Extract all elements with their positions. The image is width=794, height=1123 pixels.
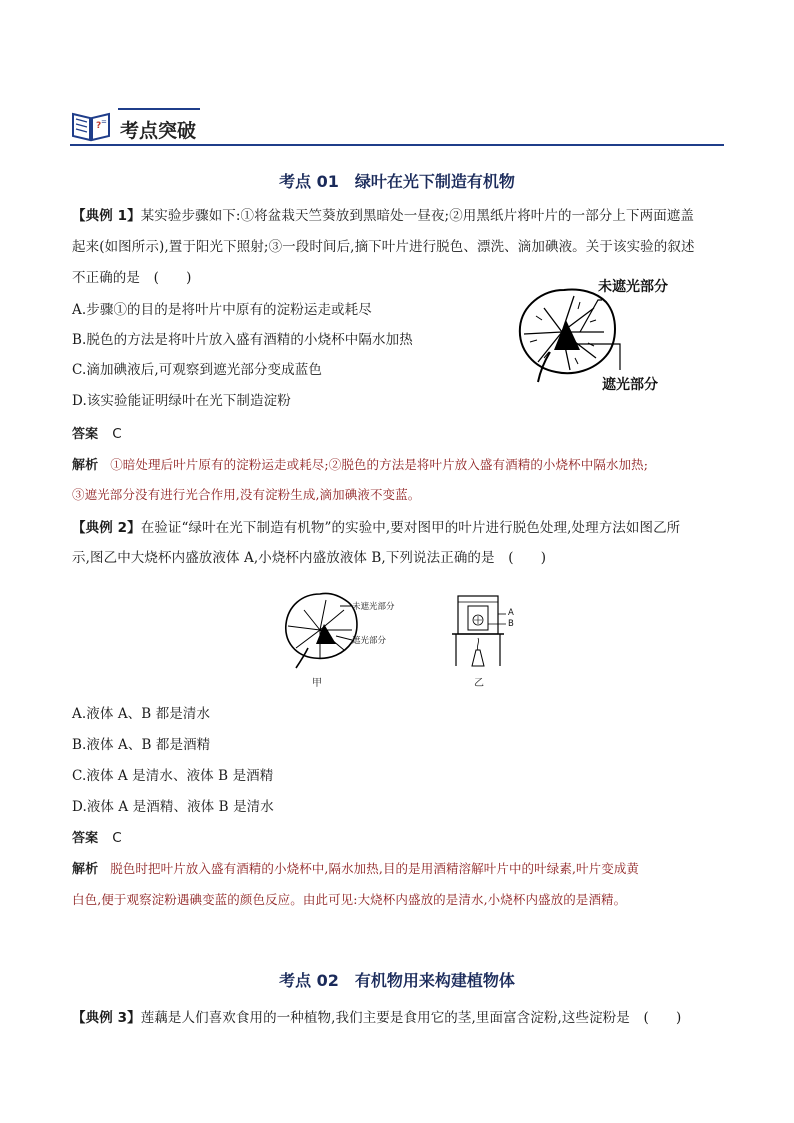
beaker-apparatus-illustration bbox=[448, 594, 528, 674]
ex1-option-c: C.滴加碘液后,可观察到遮光部分变成蓝色 bbox=[72, 362, 322, 378]
ex1-answer bbox=[72, 424, 722, 445]
ex1-analysis-label: 解析 bbox=[72, 458, 99, 473]
ex2-answer-value: C bbox=[112, 830, 122, 846]
ex2-caption-jia: 甲 bbox=[312, 678, 322, 689]
ex2-answer bbox=[72, 828, 722, 849]
header-title: 考点突破 bbox=[120, 120, 197, 142]
ex2-answer-label: 答案 bbox=[72, 831, 99, 846]
book-icon bbox=[70, 106, 112, 142]
ex1-option-a: A.步骤①的目的是将叶片中原有的淀粉运走或耗尽 bbox=[72, 302, 372, 318]
ex2-fig-label-a: A bbox=[508, 608, 514, 618]
ex1-analysis-text-1: ①暗处理后叶片原有的淀粉运走或耗尽;②脱色的方法是将叶片放入盛有酒精的小烧杯中隔水加热; bbox=[110, 457, 649, 472]
ex2-text-1: 在验证“绿叶在光下制造有机物”的实验中,要对图甲的叶片进行脱色处理,处理方法如图乙所 bbox=[140, 520, 681, 536]
ex3-line-1 bbox=[72, 1008, 722, 1028]
ex2-leaf-figure bbox=[282, 586, 412, 689]
ex1-leaf-figure bbox=[514, 272, 684, 394]
ex2-option-b: B.液体 A、B 都是酒精 bbox=[72, 737, 211, 753]
section-2-title: 考点 02 有机物用来构建植物体 bbox=[279, 971, 515, 990]
svg-text:?: ? bbox=[96, 121, 102, 131]
ex1-option-b: B.脱色的方法是将叶片放入盛有酒精的小烧杯中隔水加热 bbox=[72, 332, 413, 348]
ex1-answer-label: 答案 bbox=[72, 427, 99, 442]
ex1-analysis-1 bbox=[72, 455, 722, 476]
ex1-line-3: 不正确的是 ( ) bbox=[72, 270, 192, 286]
ex2-line-2: 示,图乙中大烧杯内盛放液体 A,小烧杯内盛放液体 B,下列说法正确的是 ( ) bbox=[72, 550, 547, 566]
ex1-option-d: D.该实验能证明绿叶在光下制造淀粉 bbox=[72, 393, 291, 409]
ex2-fig-unshaded-label: 未遮光部分 bbox=[352, 602, 395, 612]
ex2-fig-shaded-label: 遮光部分 bbox=[352, 636, 387, 646]
ex1-analysis-2: ③遮光部分没有进行光合作用,没有淀粉生成,滴加碘液不变蓝。 bbox=[72, 487, 421, 502]
header-underline bbox=[70, 144, 724, 146]
ex2-analysis-text-1: 脱色时把叶片放入盛有酒精的小烧杯中,隔水加热,目的是用酒精溶解叶片中的叶绿素,叶片变成黄 bbox=[110, 861, 640, 876]
ex1-line-1 bbox=[72, 206, 722, 226]
ex2-option-d: D.液体 A 是酒精、液体 B 是清水 bbox=[72, 799, 274, 815]
ex3-label: 【典例 3】 bbox=[72, 1010, 141, 1026]
header-top-rule bbox=[118, 108, 200, 110]
ex2-analysis-1 bbox=[72, 859, 722, 880]
ex2-option-a: A.液体 A、B 都是清水 bbox=[72, 706, 211, 722]
ex2-analysis-label: 解析 bbox=[72, 862, 99, 877]
ex1-label: 【典例 1】 bbox=[72, 208, 141, 224]
ex2-line-1 bbox=[72, 518, 722, 538]
section-1-title: 考点 01 绿叶在光下制造有机物 bbox=[279, 172, 515, 191]
ex1-answer-value: C bbox=[112, 426, 122, 442]
ex2-analysis-2: 白色,便于观察淀粉遇碘变蓝的颜色反应。由此可见:大烧杯内盛放的是清水,小烧杯内盛放的是酒精。 bbox=[72, 892, 627, 907]
section-header bbox=[70, 104, 724, 148]
ex3-text-1: 莲藕是人们喜欢食用的一种植物,我们主要是食用它的茎,里面富含淀粉,这些淀粉是 ( ) bbox=[140, 1010, 682, 1026]
svg-text:=: = bbox=[101, 118, 107, 126]
ex2-caption-yi: 乙 bbox=[474, 678, 484, 689]
ex2-label: 【典例 2】 bbox=[72, 520, 141, 536]
ex1-text-1: 某实验步骤如下:①将盆栽天竺葵放到黑暗处一昼夜;②用黑纸片将叶片的一部分上下两面遮盖 bbox=[140, 208, 694, 224]
ex1-fig-shaded-label: 遮光部分 bbox=[602, 377, 658, 393]
ex2-fig-label-b: B bbox=[508, 619, 514, 629]
ex1-fig-unshaded-label: 未遮光部分 bbox=[598, 279, 668, 295]
ex1-line-2: 起来(如图所示),置于阳光下照射;③一段时间后,摘下叶片进行脱色、漂洗、滴加碘液。关于该实验的叙述 bbox=[72, 239, 695, 255]
ex2-beaker-figure bbox=[448, 594, 528, 689]
ex2-option-c: C.液体 A 是清水、液体 B 是酒精 bbox=[72, 768, 274, 784]
